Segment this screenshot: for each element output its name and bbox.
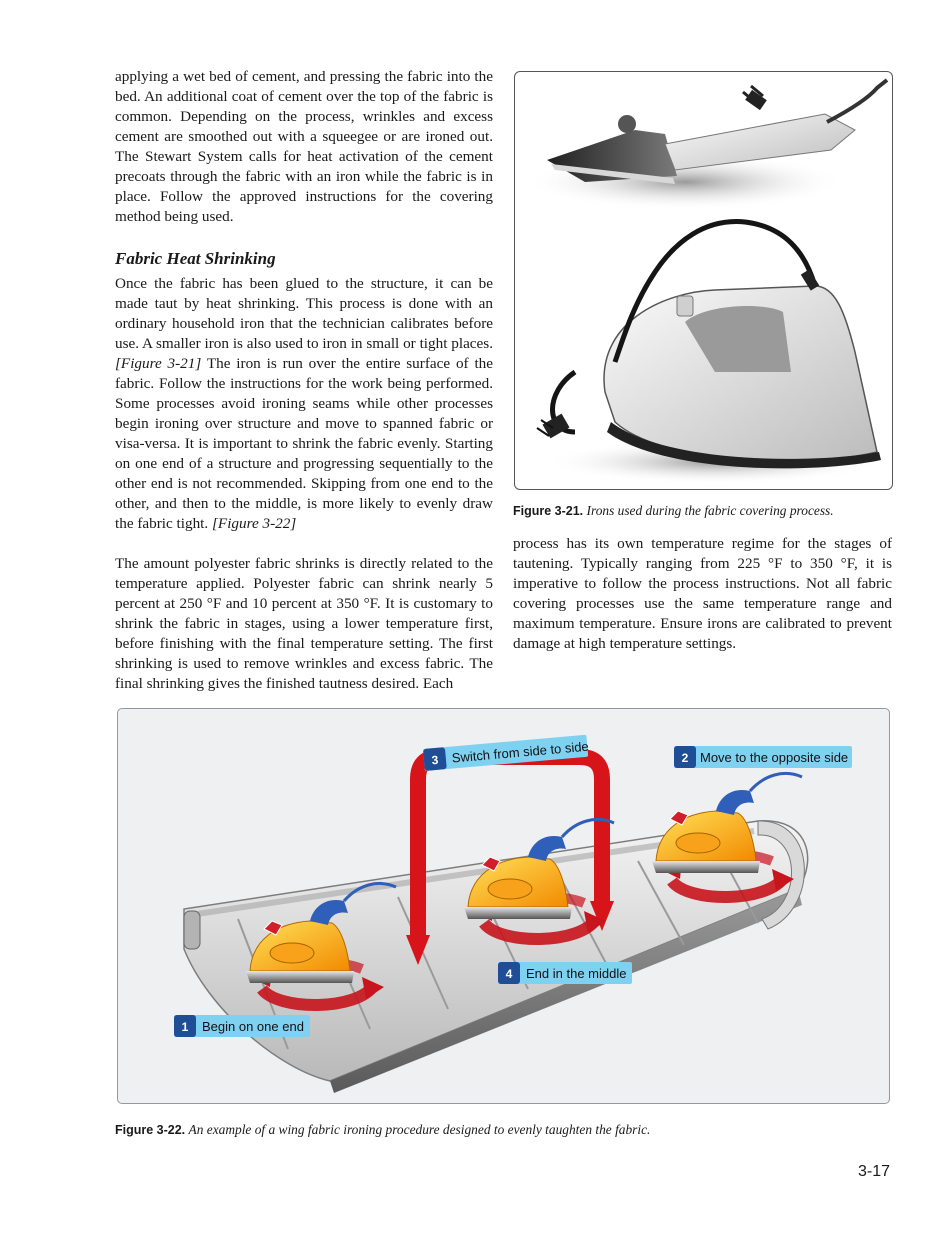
page-number: 3-17 [858,1163,891,1180]
step-label: Move to the opposite side [700,750,849,765]
paragraph-shrink-amount: The amount polyester fabric shrinks is directly related to the temperature applied. Polyester fabric can shrink nearly 5 percent at 250 °F and 10 percent at 350 °F. It is customary to shrink the fabric in stages, using a lower temperature first, before finishing with the final temperature setting. The first shrinking is used to remove wrinkles and excess fabric. The final shrinking gives the finished tautness desired. Each [115,555,493,692]
figure-3-22-caption [115,1121,650,1139]
figure-caption-text: An example of a wing fabric ironing procedure designed to evenly taughten the fabric. [188,1122,651,1137]
section-heading: Fabric Heat Shrinking [115,249,276,268]
paragraph-heat-shrinking [115,274,493,534]
figure-label: Figure 3-21. [513,504,584,518]
paragraph-temperature-regime: process has its own temperature regime for the stages of tautening. Typically ranging from 225 °F to 350 °F, it is imperative to follow the process instructions. Not all fabric covering processes use the same temperature range and maximum temperature. Ensure irons are calibrated to prevent damage at high temperature settings. [513,535,892,652]
wing-ironing-diagram [118,709,889,1103]
figure-label: Figure 3-22. [115,1123,186,1137]
step-number: 2 [681,751,689,765]
step-label: End in the middle [526,966,627,981]
callout-step-4 [498,962,632,984]
paragraph-text: The iron is run over the entire surface of the fabric. Follow the instructions for the work being performed. Some processes avoid ironing seams while other processes begin ironing over structure and move to spanned fabric or visa-versa. It is important to shrink the fabric evenly. Starting on one end of a structure and progressing sequentially to the other end is not recommended. Skipping from one end to the other, and then to the middle, is more likely to evenly draw the fabric tight. [115,355,493,532]
text-column-right [513,534,892,654]
figure-3-22-image [117,708,890,1104]
callout-step-3 [423,735,590,771]
step-label: Begin on one end [202,1019,304,1034]
figure-3-21-caption [513,502,834,520]
callout-step-2 [674,746,852,768]
small-iron-icon [525,80,887,210]
step-label: Switch from side to side [451,738,590,766]
step-number: 3 [431,752,439,768]
text-column-left [115,67,493,694]
figure-reference-3-21[interactable]: [Figure 3-21] [115,355,202,372]
irons-illustration [515,72,892,489]
household-iron-icon [537,222,885,484]
step-number: 4 [505,967,513,981]
paragraph-cement: applying a wet bed of cement, and pressing the fabric into the bed. An additional coat of cement over the top of the fabric is common. Depending on the process, wrinkles and excess cement are smoothed out with a squeegee or are ironed out. The Stewart System calls for heat activation of the cement precoats through the fabric with an iron while the fabric is in place. Follow the approved instructions for the covering method being used. [115,68,493,225]
figure-3-21-image [514,71,893,490]
figure-reference-3-22[interactable]: [Figure 3-22] [212,515,297,532]
paragraph-text: Once the fabric has been glued to the structure, it can be made taut by heat shrinking. This process is done with an ordinary household iron that the technician calibrates before use. A smaller iron is also used to iron in small or tight places. [115,275,493,352]
callout-step-1 [174,1015,310,1037]
step-number: 1 [181,1020,189,1034]
figure-caption-text: Irons used during the fabric covering process. [586,503,834,518]
